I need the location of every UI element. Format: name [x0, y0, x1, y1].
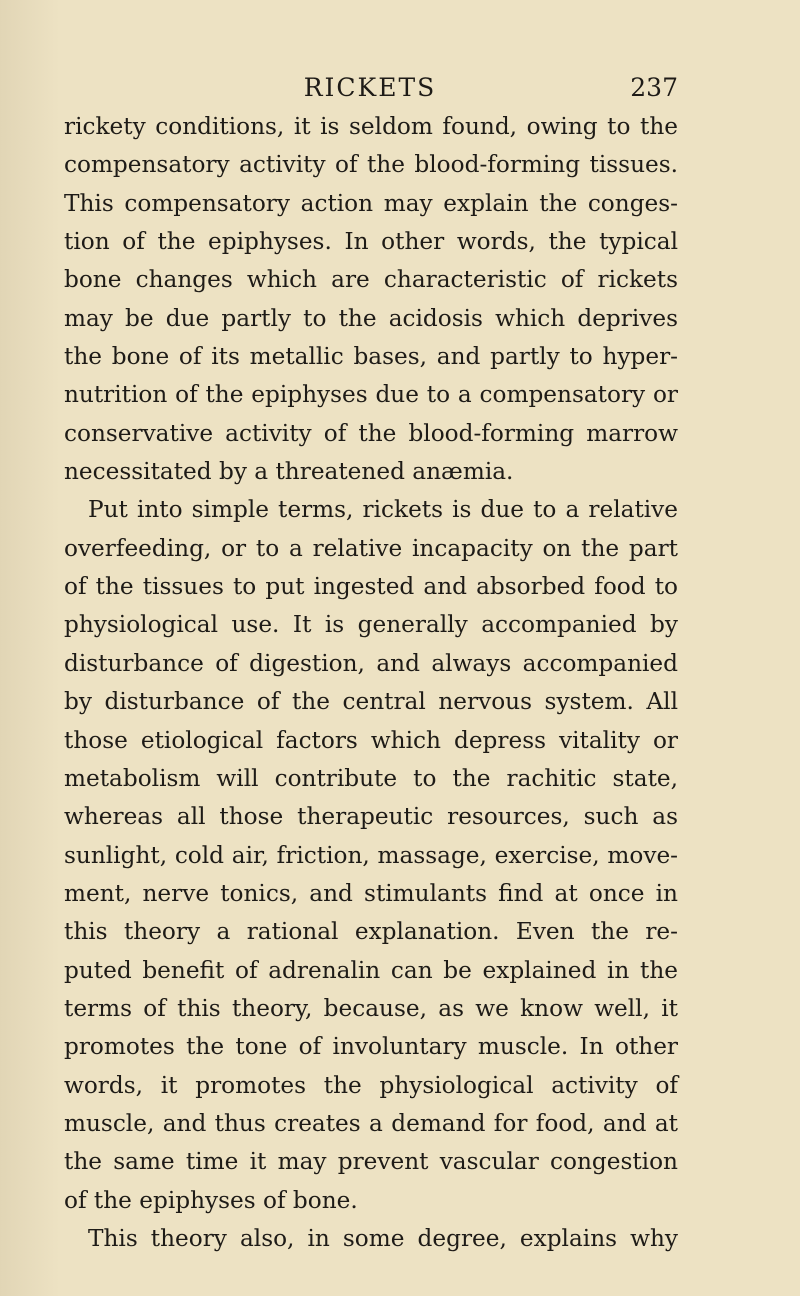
text-line: rickety conditions, it is seldom found, owing to the: [64, 113, 678, 140]
text-line: whereas all those therapeutic resources, such as: [64, 803, 678, 831]
page-header: [62, 68, 678, 108]
body-text: [64, 108, 678, 1258]
running-title: RICKETS: [303, 73, 437, 102]
text-line: puted benefit of adrenalin can be explained in the: [64, 956, 678, 984]
text-line: the bone of its metallic bases, and partly to hyper-: [64, 343, 678, 371]
text-line: may be due partly to the acidosis which deprives: [64, 304, 678, 332]
text-line: bone changes which are characteristic of rickets: [64, 266, 678, 294]
text-line: words, it promotes the physiological activity of: [64, 1071, 678, 1099]
text-line: nutrition of the epiphyses due to a compensatory or: [64, 381, 678, 409]
text-line: physiological use. It is generally accompanied by: [64, 611, 678, 639]
text-line: necessitated by a threatened anæmia.: [64, 458, 514, 486]
text-line: muscle, and thus creates a demand for food, and at: [64, 1109, 678, 1137]
text-line: disturbance of digestion, and always accompanied: [64, 649, 678, 677]
text-line: this theory a rational explanation. Even the re-: [64, 918, 678, 946]
page-number: 237: [630, 73, 678, 102]
paragraph-start-line: Put into simple terms, rickets is due to a relative: [88, 496, 678, 524]
text-line: conservative activity of the blood-forming marrow: [64, 419, 678, 447]
text-line: promotes the tone of involuntary muscle. In other: [64, 1033, 678, 1061]
text-line: terms of this theory, because, as we know well, it: [64, 994, 678, 1022]
text-line: those etiological factors which depress vitality or: [64, 726, 678, 754]
text-line: overfeeding, or to a relative incapacity on the part: [64, 534, 678, 562]
text-line: of the epiphyses of bone.: [64, 1186, 358, 1214]
text-line: ment, nerve tonics, and stimulants find at once in: [64, 879, 678, 907]
text-line: of the tissues to put ingested and absorbed food to: [64, 573, 678, 601]
text-line: sunlight, cold air, friction, massage, exercise, move-: [64, 841, 678, 869]
text-line: This compensatory action may explain the conges-: [64, 189, 678, 217]
text-line: tion of the epiphyses. In other words, the typical: [64, 228, 678, 256]
text-line: compensatory activity of the blood-forming tissues.: [64, 151, 678, 179]
text-line: by disturbance of the central nervous system. All: [64, 688, 678, 716]
paragraph-start-line: This theory also, in some degree, explains why: [88, 1224, 678, 1252]
text-line: the same time it may prevent vascular congestion: [64, 1148, 678, 1176]
text-line: metabolism will contribute to the rachitic state,: [64, 764, 678, 792]
